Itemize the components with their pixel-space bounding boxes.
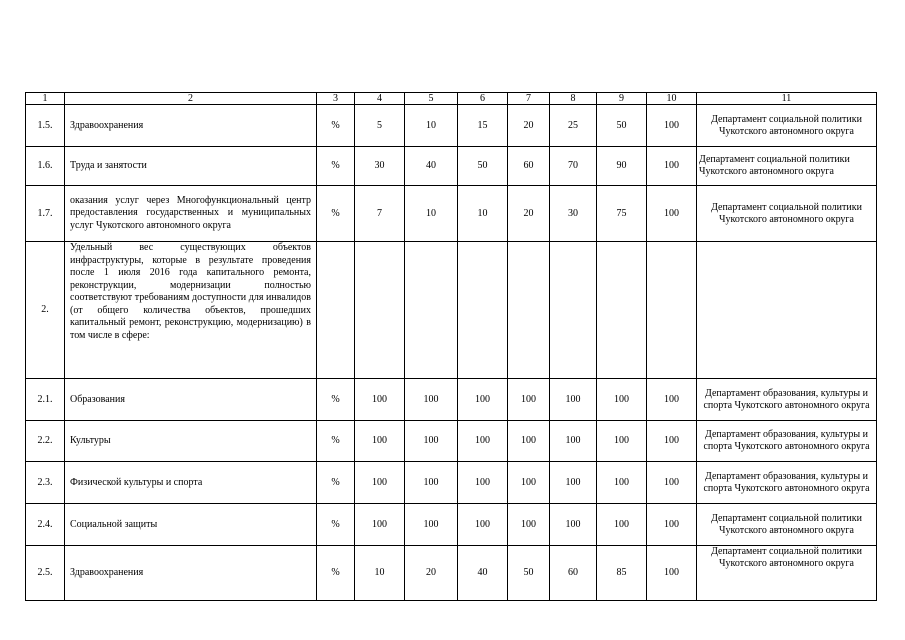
value-cell: 30 (355, 147, 405, 186)
value-cell: 100 (458, 462, 508, 504)
table-row (26, 504, 877, 546)
value-cell: 100 (647, 105, 697, 147)
value-cell: 50 (597, 105, 647, 147)
value-cell: 15 (458, 105, 508, 147)
row-number: 2.3. (26, 462, 65, 504)
responsible-cell: Департамент образования, культуры и спорта Чукотского автономного округа (697, 421, 877, 462)
value-cell: 100 (647, 462, 697, 504)
value-cell: 100 (458, 504, 508, 546)
row-number: 2.5. (26, 546, 65, 601)
value-cell: 100 (355, 421, 405, 462)
value-cell: 30 (550, 186, 597, 242)
value-cell: 50 (458, 147, 508, 186)
responsible-cell: Департамент социальной политики Чукотского автономного округа (697, 504, 877, 546)
value-cell: 20 (405, 546, 458, 601)
header-cell: 11 (697, 93, 877, 105)
value-cell: 75 (597, 186, 647, 242)
value-cell: 7 (355, 186, 405, 242)
value-cell: 90 (597, 147, 647, 186)
value-cell: 60 (508, 147, 550, 186)
responsible-cell: Департамент социальной политики Чукотского автономного округа (697, 546, 877, 601)
value-cell (597, 242, 647, 379)
unit-cell (317, 242, 355, 379)
row-number: 1.5. (26, 105, 65, 147)
value-cell: 10 (355, 546, 405, 601)
value-cell: 50 (508, 546, 550, 601)
value-cell: 20 (508, 105, 550, 147)
value-cell: 70 (550, 147, 597, 186)
value-cell: 100 (550, 462, 597, 504)
header-cell: 2 (65, 93, 317, 105)
header-cell: 1 (26, 93, 65, 105)
indicator-name: Социальной защиты (65, 504, 317, 546)
indicator-name: Здравоохранения (65, 105, 317, 147)
value-cell: 100 (508, 504, 550, 546)
value-cell: 10 (458, 186, 508, 242)
value-cell: 100 (355, 462, 405, 504)
value-cell: 100 (458, 421, 508, 462)
row-number: 2.2. (26, 421, 65, 462)
value-cell: 5 (355, 105, 405, 147)
value-cell: 10 (405, 186, 458, 242)
indicator-name: Здравоохранения (65, 546, 317, 601)
indicator-name: оказания услуг через Многофункциональный центр предоставления государственных и муниципальных услуг Чукотского автономного округа (65, 186, 317, 242)
indicator-name: Удельный вес существующих объектов инфраструктуры, которые в результате проведения после 1 июля 2016 года капитального ремонта, реконструкции, модернизации полностью соответствуют требованиям доступности для инвалидов (от общего количества объектов, прошедших капитальный ремонт, реконструкцию, модернизацию) в том числе в сфере: (65, 242, 317, 379)
value-cell (550, 242, 597, 379)
value-cell: 100 (550, 421, 597, 462)
value-cell: 100 (647, 147, 697, 186)
value-cell: 100 (355, 504, 405, 546)
responsible-cell: Департамент социальной политики Чукотского автономного округа (697, 147, 877, 186)
table-row (26, 105, 877, 147)
unit-cell: % (317, 546, 355, 601)
row-number: 2.1. (26, 379, 65, 421)
row-number: 2.4. (26, 504, 65, 546)
value-cell: 100 (405, 504, 458, 546)
value-cell: 20 (508, 186, 550, 242)
value-cell: 100 (647, 546, 697, 601)
table-row (26, 186, 877, 242)
value-cell: 100 (597, 504, 647, 546)
row-number: 1.6. (26, 147, 65, 186)
unit-cell: % (317, 462, 355, 504)
indicator-name: Физической культуры и спорта (65, 462, 317, 504)
value-cell (405, 242, 458, 379)
responsible-cell: Департамент образования, культуры и спорта Чукотского автономного округа (697, 462, 877, 504)
unit-cell: % (317, 504, 355, 546)
header-cell: 10 (647, 93, 697, 105)
table-row (26, 242, 877, 379)
header-cell: 5 (405, 93, 458, 105)
unit-cell: % (317, 105, 355, 147)
value-cell: 100 (405, 421, 458, 462)
value-cell (458, 242, 508, 379)
value-cell: 100 (405, 462, 458, 504)
responsible-cell: Департамент социальной политики Чукотского автономного округа (697, 186, 877, 242)
value-cell: 100 (647, 421, 697, 462)
header-cell: 9 (597, 93, 647, 105)
table-header-row (26, 93, 877, 105)
value-cell: 100 (647, 186, 697, 242)
indicator-table (25, 92, 877, 601)
responsible-cell: Департамент социальной политики Чукотского автономного округа (697, 105, 877, 147)
indicator-name: Труда и занятости (65, 147, 317, 186)
value-cell: 100 (508, 379, 550, 421)
value-cell: 100 (550, 379, 597, 421)
indicator-name: Культуры (65, 421, 317, 462)
value-cell (508, 242, 550, 379)
value-cell: 100 (355, 379, 405, 421)
value-cell: 85 (597, 546, 647, 601)
unit-cell: % (317, 186, 355, 242)
responsible-cell (697, 242, 877, 379)
value-cell: 100 (597, 462, 647, 504)
header-cell: 3 (317, 93, 355, 105)
row-number: 1.7. (26, 186, 65, 242)
table-row (26, 546, 877, 601)
value-cell: 100 (550, 504, 597, 546)
value-cell: 100 (597, 421, 647, 462)
value-cell (647, 242, 697, 379)
value-cell (355, 242, 405, 379)
value-cell: 100 (458, 379, 508, 421)
unit-cell: % (317, 147, 355, 186)
unit-cell: % (317, 379, 355, 421)
table-row (26, 462, 877, 504)
value-cell: 25 (550, 105, 597, 147)
header-cell: 7 (508, 93, 550, 105)
value-cell: 100 (508, 421, 550, 462)
value-cell: 100 (405, 379, 458, 421)
row-number: 2. (26, 242, 65, 379)
value-cell: 100 (508, 462, 550, 504)
table-row (26, 147, 877, 186)
table-row (26, 379, 877, 421)
table-row (26, 421, 877, 462)
header-cell: 6 (458, 93, 508, 105)
value-cell: 40 (458, 546, 508, 601)
value-cell: 100 (647, 379, 697, 421)
indicator-name: Образования (65, 379, 317, 421)
value-cell: 10 (405, 105, 458, 147)
unit-cell: % (317, 421, 355, 462)
responsible-cell: Департамент образования, культуры и спорта Чукотского автономного округа (697, 379, 877, 421)
value-cell: 60 (550, 546, 597, 601)
value-cell: 100 (647, 504, 697, 546)
value-cell: 100 (597, 379, 647, 421)
header-cell: 8 (550, 93, 597, 105)
value-cell: 40 (405, 147, 458, 186)
header-cell: 4 (355, 93, 405, 105)
